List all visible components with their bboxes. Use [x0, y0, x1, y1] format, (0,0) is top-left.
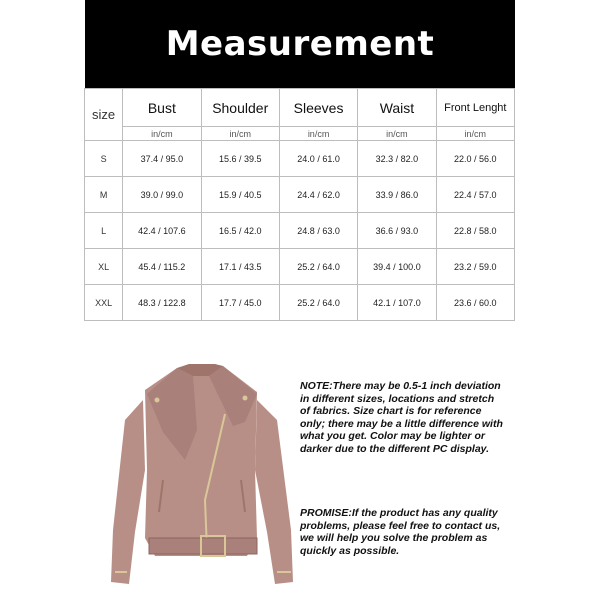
- table-cell: 23.6 / 60.0: [436, 285, 514, 321]
- jacket-left-sleeve: [111, 400, 145, 584]
- unit-label: in/cm: [279, 127, 357, 141]
- table-cell: 22.4 / 57.0: [436, 177, 514, 213]
- table-cell: 33.9 / 86.0: [358, 177, 436, 213]
- table-cell: 25.2 / 64.0: [279, 249, 357, 285]
- table-cell: 42.1 / 107.0: [358, 285, 436, 321]
- table-cell: 24.0 / 61.0: [279, 141, 357, 177]
- table-cell: 24.8 / 63.0: [279, 213, 357, 249]
- table-row: [85, 285, 515, 321]
- column-header-front-length: Front Lenght: [436, 89, 514, 127]
- size-label: M: [85, 177, 123, 213]
- table-cell: 17.7 / 45.0: [201, 285, 279, 321]
- unit-label: in/cm: [201, 127, 279, 141]
- column-header-waist: Waist: [358, 89, 436, 127]
- quality-promise: PROMISE:If the product has any quality problems, please feel free to contact us, we will help you solve the problem as quickly as possible.: [300, 507, 501, 557]
- jacket-stud: [155, 398, 160, 403]
- table-cell: 23.2 / 59.0: [436, 249, 514, 285]
- size-label: S: [85, 141, 123, 177]
- page-title: Measurement: [165, 24, 435, 64]
- table-row: [85, 177, 515, 213]
- table-cell: 48.3 / 122.8: [123, 285, 201, 321]
- jacket-stud: [243, 396, 248, 401]
- jacket-image: [105, 360, 300, 600]
- unit-label: in/cm: [123, 127, 201, 141]
- table-cell: 17.1 / 43.5: [201, 249, 279, 285]
- table-cell: 16.5 / 42.0: [201, 213, 279, 249]
- table-cell: 45.4 / 115.2: [123, 249, 201, 285]
- unit-row: [85, 127, 515, 141]
- table-cell: 15.6 / 39.5: [201, 141, 279, 177]
- table-cell: 39.4 / 100.0: [358, 249, 436, 285]
- table-cell: 22.0 / 56.0: [436, 141, 514, 177]
- table-row: [85, 141, 515, 177]
- table-cell: 32.3 / 82.0: [358, 141, 436, 177]
- size-label: L: [85, 213, 123, 249]
- size-chart-table: [84, 88, 515, 321]
- column-header-sleeves: Sleeves: [279, 89, 357, 127]
- table-cell: 37.4 / 95.0: [123, 141, 201, 177]
- size-label: XL: [85, 249, 123, 285]
- table-cell: 39.0 / 99.0: [123, 177, 201, 213]
- table-cell: 22.8 / 58.0: [436, 213, 514, 249]
- size-label: XXL: [85, 285, 123, 321]
- table-cell: 36.6 / 93.0: [358, 213, 436, 249]
- unit-label: in/cm: [436, 127, 514, 141]
- size-column-header: size: [85, 89, 123, 141]
- jacket-belt: [149, 538, 257, 554]
- table-row: [85, 249, 515, 285]
- table-row: [85, 213, 515, 249]
- table-cell: 15.9 / 40.5: [201, 177, 279, 213]
- size-note: NOTE:There may be 0.5-1 inch deviation in different sizes, locations and stretch of fabrics. Size chart is for reference only; there may be a little difference with what you get. Color may be lighter or darker due to the different PC display.: [300, 380, 503, 455]
- table-cell: 25.2 / 64.0: [279, 285, 357, 321]
- title-banner: [85, 0, 515, 88]
- table-header-row: [85, 89, 515, 127]
- unit-label: in/cm: [358, 127, 436, 141]
- column-header-shoulder: Shoulder: [201, 89, 279, 127]
- jacket-right-sleeve: [255, 400, 293, 584]
- table-cell: 42.4 / 107.6: [123, 213, 201, 249]
- column-header-bust: Bust: [123, 89, 201, 127]
- table-cell: 24.4 / 62.0: [279, 177, 357, 213]
